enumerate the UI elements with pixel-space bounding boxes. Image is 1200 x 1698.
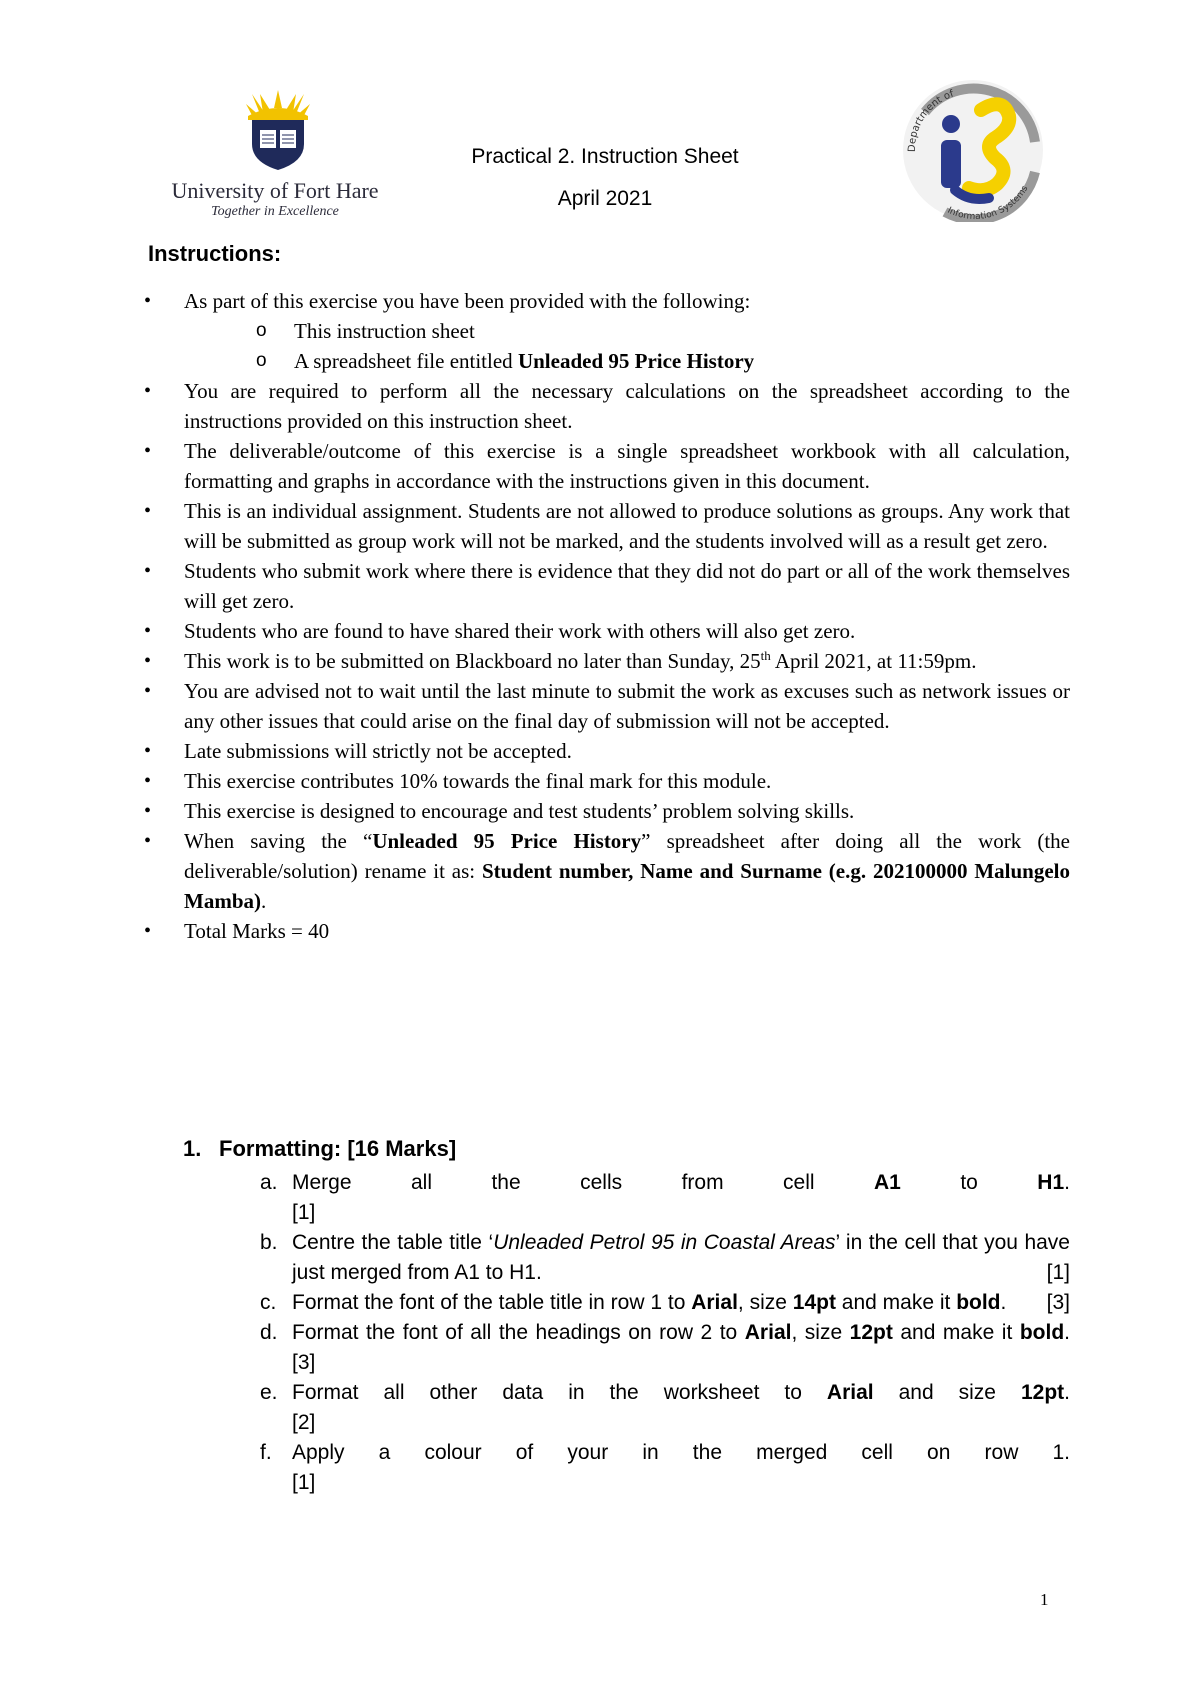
section-heading: 1. Formatting: [16 Marks] xyxy=(183,1136,457,1161)
marks: [3] xyxy=(292,1351,316,1374)
task-item: c. Format the font of the table title in row 1 to Arial, size 14pt and make it bold. [3] xyxy=(260,1288,1070,1318)
list-item: • This is an individual assignment. Students are not allowed to produce solutions as groups. Any work that will be submitted as group work will not be marked, and the students involved will as a result get zero. xyxy=(140,496,1070,556)
task-item: e. Format all other data in the worksheet to Arial and size 12pt. [2] xyxy=(260,1381,1070,1434)
page-number: 1 xyxy=(1040,1590,1049,1609)
task-item: d. Format the font of all the headings on row 2 to Arial, size 12pt and make it bold. [3] xyxy=(260,1321,1070,1374)
marks: [1] xyxy=(1046,1261,1070,1284)
sub-list-item: o This instruction sheet xyxy=(184,316,1070,346)
university-motto: Together in Excellence xyxy=(211,204,339,219)
university-crest-icon xyxy=(230,86,326,170)
task-item: b. Centre the table title ‘Unleaded Petrol 95 in Coastal Areas’ in the cell that you have just merged from A1 to H1. [1] xyxy=(260,1228,1070,1288)
list-item: • This exercise contributes 10% towards the final mark for this module. xyxy=(140,766,1070,796)
marks: [3] xyxy=(1046,1291,1070,1314)
dept-logo-text-bottom: Information Systems xyxy=(945,184,1031,222)
marks: [1] xyxy=(292,1471,316,1494)
marks: [1] xyxy=(292,1201,316,1224)
list-item: • The deliverable/outcome of this exercise is a single spreadsheet workbook with all calculation, formatting and graphs in accordance with the instructions given in this document. xyxy=(140,436,1070,496)
formatting-task-list xyxy=(260,1168,1070,1498)
sub-list xyxy=(184,316,1070,376)
document-title-block xyxy=(400,145,810,211)
list-item: • Students who submit work where there is evidence that they did not do part or all of the work themselves will get zero. xyxy=(140,556,1070,616)
task-item: f. Apply a colour of your in the merged cell on row 1. [1] xyxy=(260,1441,1070,1494)
task-item: a. Merge all the cells from cell A1 to H1. [1] xyxy=(260,1171,1070,1224)
document-date: April 2021 xyxy=(557,187,653,210)
list-item: • This exercise is designed to encourage and test students’ problem solving skills. xyxy=(140,796,1070,826)
list-item: • This work is to be submitted on Blackboard no later than Sunday, 25th April 2021, at 11:59pm. xyxy=(140,646,1070,676)
sub-list-item: o A spreadsheet file entitled Unleaded 95 Price History xyxy=(184,346,1070,376)
department-logo-icon xyxy=(885,72,1055,222)
list-item: • As part of this exercise you have been provided with the following: o This instruction sheet o A spreadsheet file entitled Unleaded 95 Price History xyxy=(140,286,1070,376)
university-logo xyxy=(150,86,400,226)
list-item: • Late submissions will strictly not be accepted. xyxy=(140,736,1070,766)
university-name: University of Fort Hare xyxy=(171,178,379,203)
instructions-heading: Instructions: xyxy=(148,241,282,266)
instructions-list xyxy=(140,286,1070,946)
list-item: • When saving the “Unleaded 95 Price History” spreadsheet after doing all the work (the deliverable/solution) rename it as: Student number, Name and Surname (e.g. 202100000 Malungelo Mamba). xyxy=(140,826,1070,916)
dept-logo-text-top: Department of xyxy=(906,88,956,153)
list-item: • You are required to perform all the necessary calculations on the spreadsheet according to the instructions provided on this instruction sheet. xyxy=(140,376,1070,436)
list-item: • Total Marks = 40 xyxy=(140,916,1070,946)
document-title: Practical 2. Instruction Sheet xyxy=(471,145,739,168)
list-item: • You are advised not to wait until the last minute to submit the work as excuses such as network issues or any other issues that could arise on the final day of submission will not be accepted. xyxy=(140,676,1070,736)
marks: [2] xyxy=(292,1411,316,1434)
list-item: • Students who are found to have shared their work with others will also get zero. xyxy=(140,616,1070,646)
